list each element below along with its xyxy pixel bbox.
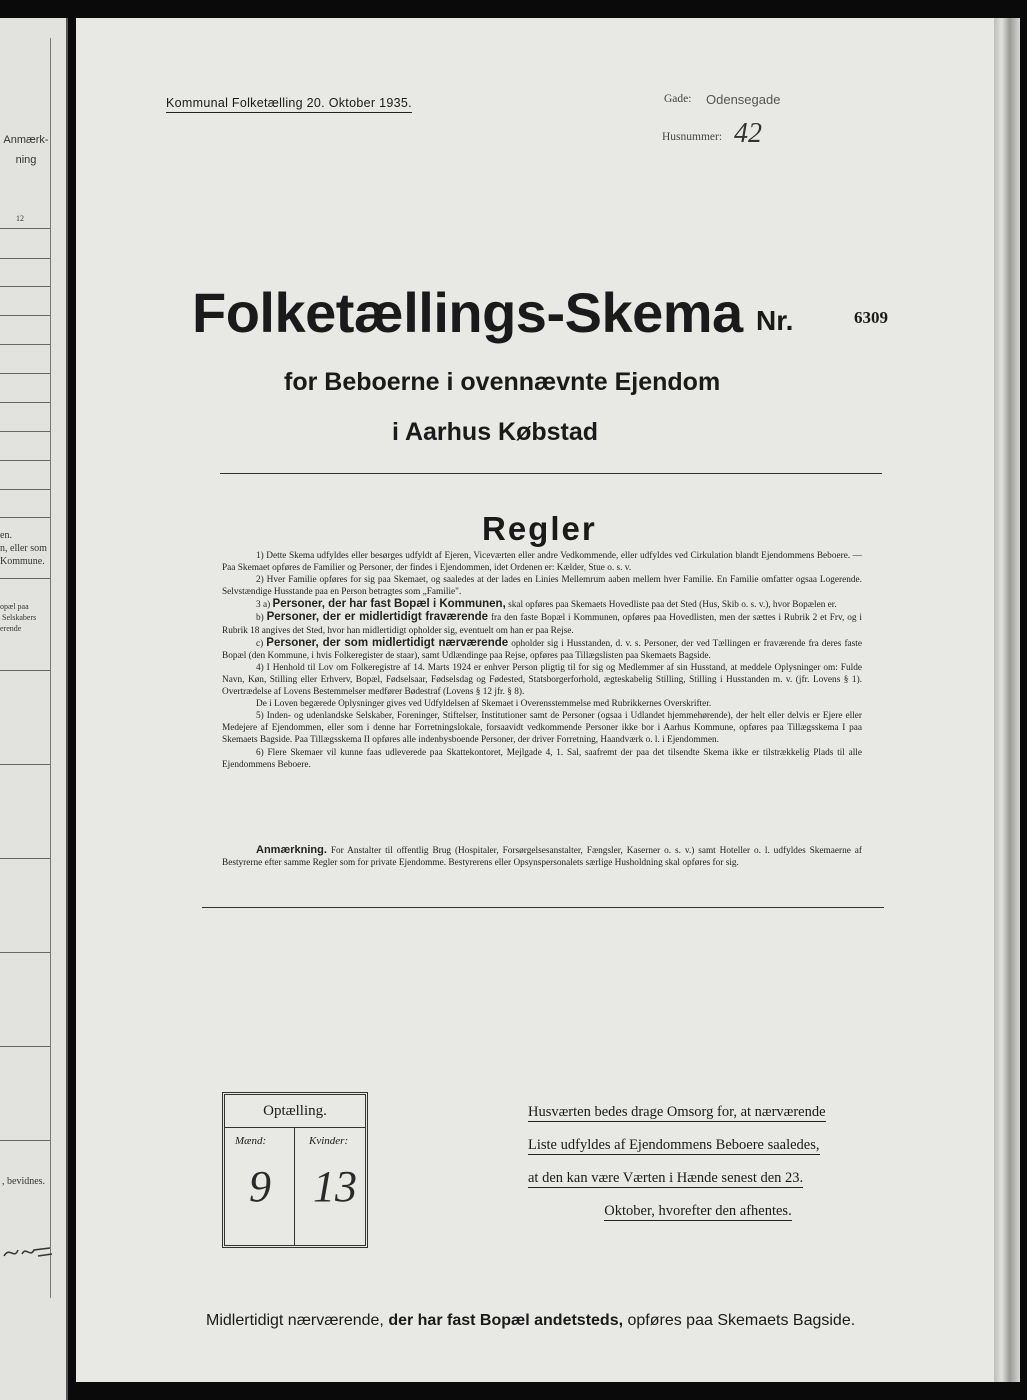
left-page-rule	[0, 431, 50, 432]
left-page-rule	[0, 764, 50, 765]
count-box	[222, 1092, 368, 1248]
left-page-strip	[0, 18, 68, 1400]
left-page-rule	[0, 517, 50, 518]
gade-value: Odensegade	[706, 92, 781, 107]
anmaerkning-text: For Anstalter til offentlig Brug (Hospitaler, Forsørgelsesanstalter, Fængsler, Kaserner o. s. v.) samt Hoteller o. l. udfyldes Skemaerne af Bestyrerne efter samme Regler som for private Ejendomme. Bestyrerens eller Opsynspersonalets særlige Husholdning skal opføres for sig.	[222, 846, 863, 869]
rules-list	[222, 550, 862, 771]
notice-line: Oktober, hvorefter den afhentes.	[604, 1203, 792, 1219]
left-page-fragment: Kommune.	[0, 556, 45, 567]
notice-line: Liste udfyldes af Ejendommens Beboere saaledes,	[528, 1137, 820, 1153]
left-page-fragment: Selskabers	[2, 613, 37, 622]
form-title: Folketællings-Skema	[192, 281, 743, 344]
left-page-fragment: opæl paa	[0, 602, 29, 611]
left-page-fragment: erende	[0, 624, 22, 633]
count-box-divider	[225, 1127, 365, 1128]
left-page-rule	[0, 489, 50, 490]
rule-3c: c) Personer, der som midlertidigt nærværende opholder sig i Husstanden, d. v. s. Personer, der ved Tællingen er fraværende fra deres faste Bopæl (den Kommune, i hvis Folkeregister de staar), samt Udlændinge paa Rejse, opføres paa Tillægslisten paa Skemaets Bagside.	[222, 636, 863, 661]
rule-6: 6) Flere Skemaer vil kunne faas udleverede paa Skattekontoret, Mejlgade 4, 1. Sal, saafremt der paa det tilsendte Skema ikke er tilstrækkelig Plads til alle Ejendommens Beboere.	[222, 747, 862, 770]
notice-line: Husværten bedes drage Omsorg for, at nærværende	[528, 1104, 826, 1120]
kvinder-label: Kvinder:	[309, 1135, 349, 1147]
form-subtitle-2: i Aarhus Købstad	[392, 418, 599, 446]
rule-4b: De i Loven begærede Oplysninger gives ved Udfyldelsen af Skemaet i Overensstemmelse med Rubrikkernes Overskrifter.	[256, 699, 712, 710]
left-page-rule	[0, 952, 50, 953]
left-page-rule	[0, 578, 50, 579]
left-page-rule	[0, 286, 50, 287]
form-subtitle-1: for Beboerne i ovennævnte Ejendom	[284, 368, 721, 396]
left-page-rule	[0, 1046, 50, 1047]
count-box-divider	[294, 1127, 295, 1245]
left-page-rule	[0, 858, 50, 859]
left-page-rule	[0, 373, 50, 374]
left-page-rule	[0, 460, 50, 461]
left-page-rule	[0, 402, 50, 403]
rules-heading: Regler	[482, 510, 597, 547]
husnummer-value: 42	[734, 118, 762, 149]
left-page-rule	[0, 228, 50, 229]
rule-3b: b) Personer, der er midlertidigt fraværende fra den faste Bopæl i Kommunen, opføres paa Hovedlisten, men der sættes i Rubrik 2 et Frv, og i Rubrik 18 angives det Sted, hvor han midlertidigt opholder sig, eventuelt om han er paa Rejse.	[222, 611, 863, 636]
rule-1: 1) Dette Skema udfyldes eller besørges udfyldt af Ejeren, Viceværten eller andre Vedkommende, eller udfyldes ved Cirkulation blandt Ejendommens Beboere. — Paa Skemaet opføres de Familier og Personer, der findes i Ejendommen, idet Ordenen er: Kælder, Stue o. s. v.	[222, 551, 862, 574]
kvinder-count: 13	[313, 1162, 357, 1211]
maend-count: 9	[249, 1162, 271, 1211]
census-form-page	[76, 18, 994, 1382]
footer-note: Midlertidigt nærværende, der har fast Bopæl andetsteds, opføres paa Skemaets Bagside.	[206, 1312, 856, 1329]
left-page-rule	[0, 258, 50, 259]
gade-label: Gade:	[664, 93, 692, 105]
landlord-notice	[528, 1096, 868, 1228]
rule-5: 5) Inden- og udenlandske Selskaber, Foreninger, Stiftelser, Institutioner samt de Personer (ogsaa i Udlandet hjemmehørende), der helt eller delvis er Ejere eller Medejere af Ejendommen, eller som i denne har Forretningslokale, forsaavidt vedkommende Personer ikke bor i Aarhus Kommune, opføres paa Tillægsskema I paa Skemaets Bagside. Paa Tillægsskema II opføres alle indenbysboende Personer, der driver Forretning, Haandværk o. l. i Ejendommen.	[222, 711, 862, 746]
divider	[220, 473, 882, 474]
left-page-column-rule	[50, 38, 51, 1298]
left-page-signature-mark	[2, 1240, 54, 1264]
anmaerkning-note	[222, 844, 862, 869]
anmaerkning-label: Anmærkning.	[256, 844, 327, 856]
left-page-rule	[0, 1140, 50, 1141]
count-box-title: Optælling.	[263, 1103, 327, 1119]
rule-4: 4) I Henhold til Lov om Folkeregistre af 14. Marts 1924 er enhver Person pligtig til for sig og Medlemmer af sin Husstand, at meddele Oplysninger om: Fulde Navn, Køn, Stilling eller Erhverv, Bopæl, Fødselsaar, Fødselsdag og Fødested, Statsborgerforhold, ægteskabelig Stilling, Stilling i Husstanden m. v. (jfr. Lovens § 1). Overtrædelse af Lovens Bestemmelser medfører Bødestraf (Lovens § 12 jfr. § 8).	[222, 662, 862, 698]
left-page-heading: Anmærk- ning	[3, 134, 49, 166]
left-page-fragment: en.	[0, 530, 12, 541]
divider	[202, 907, 884, 908]
page-stack-edge	[994, 18, 1020, 1382]
left-page-rule	[0, 670, 50, 671]
notice-line: at den kan være Værten i Hænde senest den 23.	[528, 1170, 804, 1186]
rule-2: 2) Hver Familie opføres for sig paa Skemaet, og saaledes at der lades en Linies Mellemrum aaben mellem hver Familie. En Familie omfatter ogsaa Logerende. Selvstændige Husstande paa en Person betragtes som „Familie".	[222, 575, 862, 598]
left-page-rule	[0, 315, 50, 316]
left-page-fragment: , bevidnes.	[2, 1176, 46, 1187]
maend-label: Mænd:	[235, 1135, 267, 1147]
rule-3a: 3 a) Personer, der har fast Bopæl i Kommunen, skal opføres paa Skemaets Hovedliste paa det Sted (Hus, Skib o. s. v.), hvor Bopælen er.	[256, 598, 837, 611]
left-page-rule	[0, 344, 50, 345]
left-page-fragment: n, eller som	[0, 543, 47, 554]
form-number-label: Nr.	[756, 305, 794, 336]
left-page-column-number: 12	[16, 214, 24, 223]
husnummer-label: Husnummer:	[662, 131, 723, 143]
census-header-title: Kommunal Folketælling 20. Oktober 1935.	[166, 96, 412, 113]
form-number-value: 6309	[854, 308, 888, 327]
